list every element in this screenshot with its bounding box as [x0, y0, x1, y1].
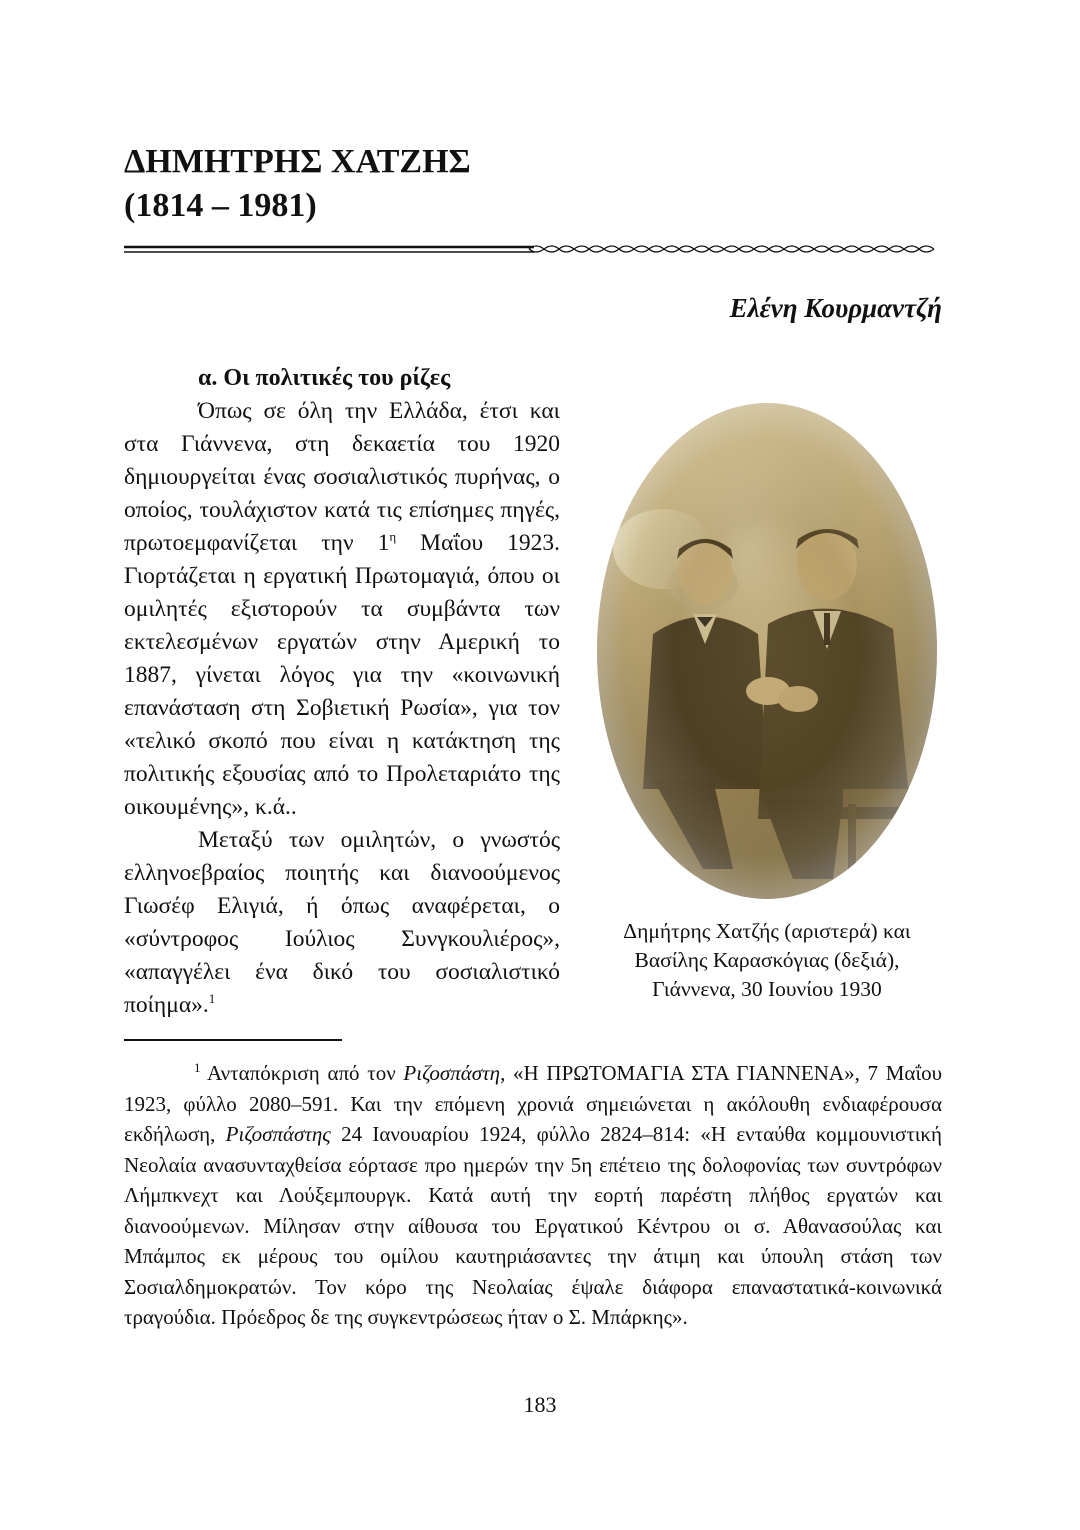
title-years: (1814 – 1981) [124, 187, 317, 224]
footnote-source-2: Ριζοσπάστης [225, 1122, 331, 1146]
caption-line-1: Δημήτρης Χατζής (αριστερά) και [623, 919, 911, 943]
page-number: 183 [523, 1392, 557, 1417]
title-name: ΔΗΜΗΤΡΗΣ ΧΑΤΖΗΣ [124, 143, 471, 180]
paragraph-2 [124, 824, 560, 1022]
caption-line-3: Γιάννενα, 30 Ιουνίου 1930 [652, 977, 882, 1001]
paragraph-1 [124, 395, 560, 824]
footnote-source-1: Ριζοσπάστη [403, 1061, 501, 1085]
author-name: Ελένη Κουρμαντζή [729, 293, 942, 323]
main-text-column [124, 362, 560, 1022]
paragraph-1-text-a: Όπως σε όλη την Ελλάδα, έτσι και στα Γιάννενα, στη δεκαετία του 1920 δημιουργείται ένας σοσιαλιστικός πυρήνας, ο οποίος, τουλάχιστον κατά τις επίσημες πηγές, πρωτοεμφανίζεται την 1 [124, 398, 560, 556]
footnote [124, 1058, 942, 1333]
paragraph-2-text: Μεταξύ των ομιλητών, ο γνωστός ελληνοεβραίος ποιητής και διανοούμενος Γιωσέφ Ελιγιά, ή όπως αναφέρεται, ο «σύντροφος Ιούλιος Συνγκουλιέρος», «απαγγέλει ένα δικό του σοσιαλιστικό ποίημα». [124, 827, 560, 1018]
paragraph-1-text-b: Μαΐου 1923. Γιορτάζεται η εργατική Πρωτομαγιά, όπου οι ομιλητές εξιστορούν τα συμβάντα των εκτελεσμένων εργατών στην Αμερική το 1887, γίνεται λόγος για την «κοινωνική επανάσταση στη Σοβιετική Ρωσία», για τον «τελικό σκοπό που είναι η κατάκτηση της πολιτικής εξουσίας από το Προλεταριάτο της οικουμένης», κ.ά.. [124, 530, 560, 820]
footnote-text-b: , «Η ΠΡΩΤΟΜΑΓΙΑ ΣΤΑ ΓΙΑΝΝΕΝΑ», 7 Μαΐου 1923, φύλλο 2080–591. Και την επόμενη χρονιά σημειώνεται η ακόλουθη ενδιαφέρουσα εκδήλωση, [124, 1061, 942, 1146]
article-title [124, 140, 471, 228]
footnote-number: 1 [194, 1060, 201, 1075]
footnote-separator [124, 1039, 342, 1041]
footnote-text-c: 24 Ιανουαρίου 1924, φύλλο 2824–814: «Η ενταύθα κομμουνιστική Νεολαία ανασυνταχθείσα εόρτασε προ ημερών την 5η επέτειο της δολοφονίας των συντρόφων Λήμπκνεχτ και Λούξεμπουργκ. Κατά αυτή την εορτή παρέστη πλήθος εργατών και διανοούμενων. Μίλησαν στην αίθουσα του Εργατικού Κέντρου οι σ. Αθανασούλας και Μπάμπος εκ μέρους του ομίλου καυτηριάσαντες την άτιμη και ύπουλη στάση των Σοσιαλδημοκρατών. Τον κόρο της Νεολαίας έψαλε διάφορα επαναστατικά-κοινωνικά τραγούδια. Πρόεδρος δε της συγκεντρώσεως ήταν ο Σ. Μπάρκης». [124, 1122, 942, 1329]
photo-caption [583, 917, 951, 1004]
ornamental-rule [124, 238, 944, 262]
footnote-text-a: Ανταπόκριση από τον [200, 1061, 404, 1085]
footnote-reference: 1 [208, 991, 216, 1007]
historical-photo [593, 399, 941, 903]
caption-line-2: Βασίλης Καρασκόγιας (δεξιά), [634, 948, 900, 972]
ordinal-suffix: η [389, 529, 397, 545]
section-heading: α. Οι πολιτικές του ρίζες [198, 365, 451, 391]
